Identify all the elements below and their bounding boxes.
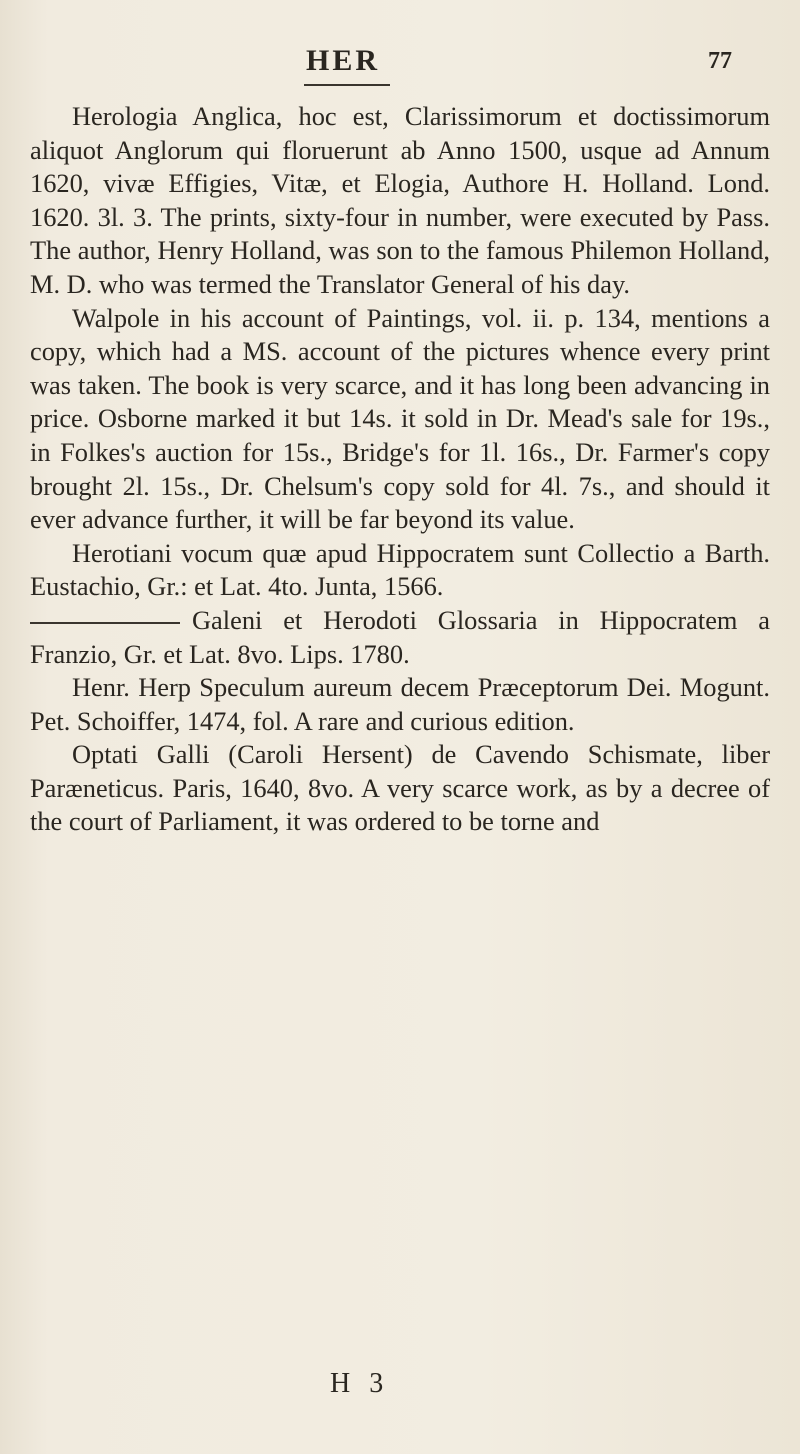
ditto-rule [30,622,180,624]
entry-herp: Henr. Herp Speculum aureum decem Præceptorum Dei. Mogunt. Pet. Schoiffer, 1474, fol. A rare and curious edition. [30,672,770,736]
entry-optati: Optati Galli (Caroli Hersent) de Cavendo Schismate, liber Paræneticus. Paris, 1640, 8vo. A very scarce work, as by a decree of the court of Parliament, it was ordered to be torne and [30,739,770,837]
entry-walpole-note: Walpole in his account of Paintings, vol. ii. p. 134, mentions a copy, which had a MS. account of the pictures whence every print was taken. The book is very scarce, and it has long been advancing in price. Osborne marked it but 14s. it sold in Dr. Mead's sale for 19s., in Folkes's auction for 15s., Bridge's for 1l. 16s., Dr. Farmer's copy brought 2l. 15s., Dr. Chelsum's copy sold for 4l. 7s., and should it ever advance further, it will be far beyond its value. [30,302,770,535]
signature-mark: H 3 [330,1368,390,1399]
entry-herologia: Herologia Anglica, hoc est, Clarissimorum et doctissimorum aliquot Anglorum qui floruerunt ab Anno 1500, usque ad Annum 1620, vivæ Effigies, Vitæ, et Elogia, Authore H. Holland. Lond. 1620. 3l. 3. The prints, sixty-four in number, were executed by Pass. The author, Henry Holland, was son to the famous Philemon Holland, M. D. who was termed the Translator General of his day. [30,101,770,299]
page-body [30,100,770,839]
running-head: HER [306,44,381,77]
entry-herotiani: Herotiani vocum quæ apud Hippocratem sunt Collectio a Barth. Eustachio, Gr.: et Lat. 4to. Junta, 1566. [30,537,770,602]
entry-galeni [30,604,770,671]
page-number: 77 [708,48,732,74]
entry-galeni-text: Galeni et Herodoti Glossaria in Hippocratem a Franzio, Gr. et Lat. 8vo. Lips. 1780. [30,604,770,669]
header-rule [304,84,390,86]
running-header [0,44,800,90]
